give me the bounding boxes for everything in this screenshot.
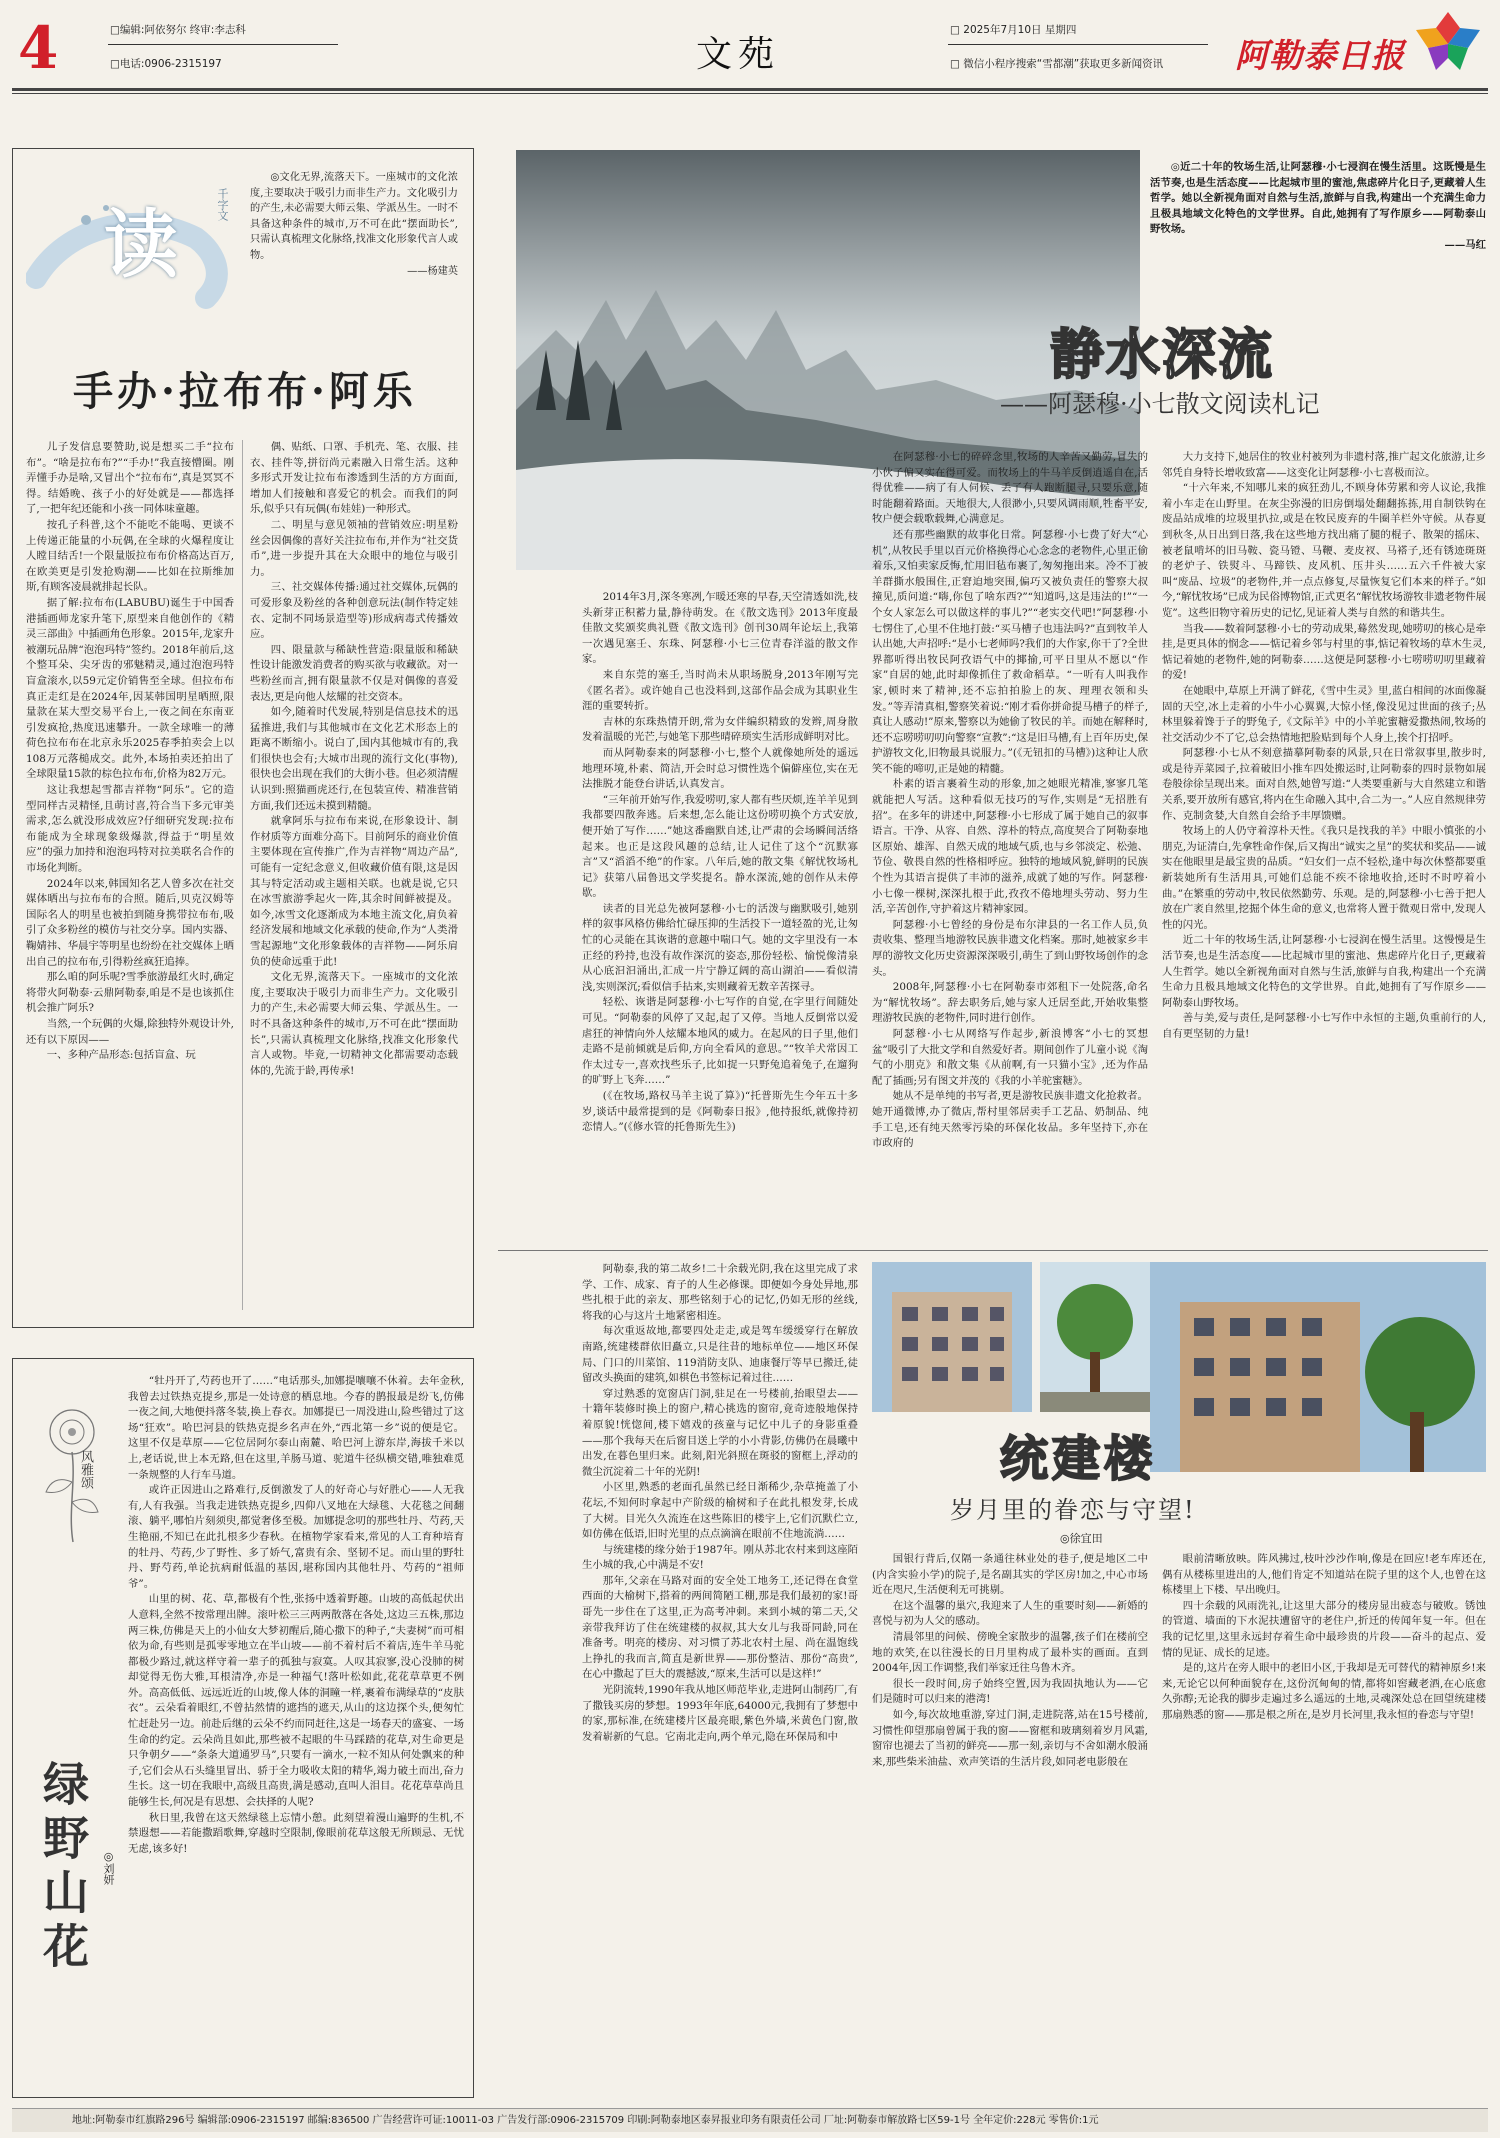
article1-intro-author: ——杨建英: [407, 265, 458, 277]
article4-subtitle: 岁月里的眷恋与守望!: [950, 1496, 1196, 1524]
article4-col1: 阿勒泰,我的第二故乡!二十余载光阴,我在这里完成了求学、工作、成家、育子的人生必修课。即便如今身处异地,那些扎根于此的亲友、那些铭刻于心的记忆,仍如无形的丝线,将我的心与这片土地紧密相连。 每次重返故地,都要四处走走,或是驾车缓缓穿行在解放南路,统建楼群依旧矗立,只是往昔的地标单位——地区环保局、门口的川菜馆、119消防支队、迪康餐厅等早已搬迁,徒留改头换面的建筑,如棋色书签标记着过往…… 穿过熟悉的宽窗店门洞,驻足在一号楼前,抬眼望去——十籍年装修时换上的窗户,精心挑选的窗帘,竟奇迹般地保持着原貌!恍惚间,楼下嬉戏的孩童与记忆中儿子的身影重叠——那个我每天在后窗目送上学的小小背影,仿佛仍在晨曦中出发,在暮色里归来。此刻,阳光斜照在斑驳的窗框上,浮动的微尘沉淀着二十年的光阴! 小区里,熟悉的老面孔虽然已经日渐稀少,杂草掩盖了小花坛,不知何时拿起中产阶级的榆树和子在此扎根发芽,长成了大树。目光久久流连在这些陈旧的楼宇上,它们沉默伫立,如仿佛在低语,旧时光里的点点滴滴在眼前不住地流淌…… 与统建楼的缘分始于1987年。刚从苏北农村来到这座陌生小城的我,心中满是不安! 那年,父亲在马路对面的安全处工地务工,还记得在食堂西面的大榆树下,搭着的两间简陋工棚,那是我们最初的家!哥哥先一步住在了这里,正为高考冲刺。来到小城的第二天,父亲带我拜访了住在统建楼的叔叔,其大女儿与我哥同龄,同在准备考。明亮的楼房、对习惯了苏北农村土屋、尚在温饱线上挣扎的我而言,简直是新世界——那份整洁、那份“高贵”,在心中撒起了巨大的震撼波,“原来,生活可以是这样!” 光阴流转,1990年我从地区师范毕业,走进阿山制药厂,有了撒钱买房的梦想。1993年年底,64000元,我拥有了梦想中的家,那标准,在统建楼片区最亮眼,紫色外墙,米黄色门窗,散发着崭新的气息。它南北走向,两个单元,隐在环保局和中: [582, 1263, 858, 1743]
paper-name: 阿勒泰日报: [1235, 36, 1405, 75]
peony-flower-icon: [28, 1372, 118, 1552]
page-number: 4: [18, 14, 59, 82]
article2-author: ◎刘妍: [102, 1850, 115, 1885]
article3-title: 静水深流: [1050, 322, 1274, 386]
article4-col3: 眼前清晰放映。阵风拂过,枝叶沙沙作响,像是在回应!老车库还在,偶有从楼栋里进出的人,他们肯定不知道站在院子里的这个人,也曾在这栋楼里上下楼、早出晚归。 四十余载的风雨洗礼,让这里大部分的楼房显出疲态与破败。锈蚀的管道、墙面的下水泥扶遭留守的老住户,折迁的传闻年复一年。但在我的记忆里,这里永远封存着生命中最珍贵的片段——奋斗的起点、爱情的见证、成长的足迹。 是的,这片在旁人眼中的老旧小区,于我却是无可替代的精神原乡!来来,无论它以何种面貌存在,这份沉甸甸的情,都将如窖藏老酒,在心底愈久弥醇;无论我的脚步走遍过多么遥远的土地,灵魂深处总在回望统建楼那扇熟悉的窗——那是根之所在,是岁月长河里,我永恒的眷恋与守望!: [1162, 1553, 1486, 1721]
street-tree-photo: [1040, 1262, 1150, 1412]
article2-title: 绿野山花: [36, 1760, 90, 1976]
section-title: 文苑: [696, 34, 781, 75]
wechat-tip: □ 微信小程序搜索“雪都潮”获取更多新闻资讯: [950, 58, 1164, 70]
article3-top-quote-author: ——马红: [1444, 238, 1486, 251]
article4-col2: 国银行背后,仅隔一条通往林业处的巷子,便是地区二中(内含实验小学)的院子,是名副其实的学区房!加之,中心市场近在咫尺,生活便利无可挑剔。 在这个温馨的巢穴,我迎来了人生的重要时刻——新婚的喜悦与初为人父的感动。 清晨邻里的问候、傍晚全家散步的温馨,孩子们在楼前空地的欢笑,在以往漫长的日月里构成了最朴实的画面。直到2004年,因工作调整,我们举家迁往乌鲁木齐。 很长一段时间,房子始终空置,因为我固执地认为——它们是随时可以归来的港湾! 如今,每次故地重游,穿过门洞,走进院落,站在15号楼前,习惯性仰望那扇曾属于我的窗——窗框和玻璃刻着岁月风霜,窗帘也褪去了当初的鲜亮——那一刻,亲切与不舍如潮水般涌来,那些柴米油盐、欢声笑语的生活片段,如同老电影般在: [872, 1553, 1148, 1768]
building-photo-1: [872, 1262, 1032, 1412]
article1-intro: ◎文化无界,流落天下。一座城市的文化浓度,主要取决于吸引力而非生产力。文化吸引力的产生,未必需要大师云集、学派丛生。一时不具备这种条件的城市,万不可在此“摆面助长”,只需认真梳理文化脉络,找准文化形象代言人或物。 ——杨建英: [250, 170, 458, 340]
article2-column-tag: 风雅颂: [78, 1450, 93, 1489]
article3-top-quote: ◎近二十年的牧场生活,让阿瑟穆·小七浸润在慢生活里。这既慢是生活节奏,也是生活态度——比起城市里的蜜池,焦虑碎片化日子,更藏着人生哲学。她以全新视角面对自然与生活,旅鲜与自我,构建出一个充满生命力且极具地域文化特色的文学世界。自此,她拥有了写作原乡——阿勒泰山野牧场。 ——马红: [1150, 160, 1486, 300]
paper-logo-icon: [1408, 8, 1488, 78]
article1-title: 手办·拉布布·阿乐: [73, 368, 417, 415]
footer-info: 地址:阿勒泰市红旗路296号 编辑部:0906-2315197 邮编:836500 广告经营许可证:10011-03 广告发行部:0906-2315709 印刷:阿勒泰地区泰昇报业印务有限责任公司 厂址:阿勒泰市解放路七区59-1号 全年定价:228元 零售价:1元: [12, 2108, 1488, 2132]
article2-body: “牡丹开了,芍药也开了……”电话那头,加娜提嚷嚷不休着。去年金秋,我曾去过铁热克提乡,那是一处诗意的栖息地。今春的鹊报最是纷飞,仿佛一夜之间,大地便抖落冬装,换上春衣。加娜提已一周没进山,险些错过了这场“狂欢”。哈巴河县的铁热克提乡名声在外,“西北第一乡”说的便是它。这里不仅是草原——它位居阿尔泰山南麓、哈巴河上游东岸,海拔千米以上,老话说,世上本无路,但在这里,羊肠马道、驼道牛径纵横交错,唯独难觅一条规整的人行车马道。 或许正因进山之路难行,反倒激发了人的好奇心与好胜心——人无我有,人有我强。当我走进铁热克提乡,四仰八叉地在大绿毯、大花毯之间翻滚、躺平,哪怕片刻须臾,都觉奢侈至极。加娜提念叨的那些牡丹、芍药,天生艳丽,不知已在此扎根多少春秋。在植物学家看来,常见的人工育种培育的牡丹、芍药,少了野性、多了娇气,富贵有余、坚韧不足。而山里的野牡丹、野芍药,单论抗病耐低温的基因,堪称国内其他牡丹、芍药的“祖师爷”。 山里的树、花、草,都极有个性,张扬中透着野趣。山坡的高低起伏出人意料,全然不按常理出牌。滚叶松三三两两散落在各处,这边三五株,那边两三株,仿佛是天上的小仙女大梦初醒后,随心撒下的种子,“夫妻树”而可相依为命,有些则是孤零零地立在半山坡——前不着村后不着店,连牛羊马驼都极少路过,就这样守着一辈子的孤独与寂寞。人叹其寂寥,没心没肺的树却觉得无伤大雅,耳根清净,亦是一种福气!落叶松如此,花花草草更不例外。高高低低、远远近近的山坡,像人体的洞瞳一样,裹着布满绿草的“皮肤衣”。云朵看着眼红,不曾拈然情的遮挡的遮天,从山的这边探个头,便匆忙忙赶赴另一边。前赴后继的云朵不约而同赶往,这是一场春天的盛宴、一场生命的约定。云朵尚且如此,那些被不起眼的牛马踩踏的花草,对生命更是只争朝夕——“条条大道通罗马”,只要有一滴水,一粒不知从何处飘来的种子,它们会从石头缝里冒出、骄于全力吸收太阳的精华,竭力破土而出,奋力生长。这一切在我眼中,高级且高贵,满是感动,直叫人泪目。花花草草尚且能够生长,何况是有思想、会扶择的人呢? 秋日里,我曾在这天然绿毯上忘情小憩。此刻望着漫山遍野的生机,不禁遐想——若能撒蹈歌舞,穿越时空限制,像眼前花草这般无所顾忌、无忧无虑,该多好!: [128, 1375, 464, 1855]
phone-line: □电话:0906-2315197: [110, 58, 222, 70]
article3-col3: 大力支持下,她居住的牧业村被列为非遗村落,推广起文化旅游,让乡邻凭自身特长增收致富——这变化让阿瑟穆·小七喜极而泣。 “十六年来,不知哪儿来的疯狂劲儿,不顾身体劳累和旁人议论,我推着小车走在山野里。在灰尘弥漫的旧房倒塌处翻翻拣拣,用自制铁钩在废品站成堆的垃圾里扒拉,或是在牧民废弃的牛圈羊栏外守候。从春夏到秋冬,从日出到日落,我在这些地方找出痛了腿的棍子、散架的摇床、被老鼠啃坏的旧马鞍、瓷马镫、马鞭、麦皮衩、马褡子,还有锈迹斑斑的老炉子、铁熨斗、马蹄铁、皮风机、压井头……五六千件被大家叫“废品、垃圾”的老物件,并一点点修复,尽量恢复它们本来的样子。”如今,“解忧牧场”已成为民俗博物馆,正式更名“解忧牧场游牧非遗老物件展览”。这些旧物守着历史的记忆,见证着人类与自然的和谐共生。 当我——数着阿瑟穆·小七的劳动成果,蓦然发现,她唠叨的核心是牵挂,是更具体的悯念——惦记着乡邻与村里的事,惦记着牧场的草木生灵,惦记着她的老物件,她的阿勒泰……这便是阿瑟穆·小七唠唠叨叨里藏着的爱! 在她眼中,草原上开满了鲜花,《雪中生灵》里,蓝白相间的冰面像凝固的天空,冰上走着的小牛小心翼翼,大惊小怪,像没见过世面的孩子;丛林里躲着馋于子的野兔子,《文际羊》中的小羊驼蜜糖爱撒热闹,牧场的社交活动少不了它,总会热情地把脸贴到每个人身上,挨个打招呼。 阿瑟穆·小七从不刻意描摹阿勒泰的风景,只在日常叙事里,散步时,或是待弄菜园子,拉着破旧小推车四处搬运时,让阿勒泰的四时景物如展卷般徐徐呈现出来。面对自然,她曾写道:“人类要重新与大自然建立和谐关系,要开放所有感官,将内在生命融入其中,合二为一。”人应自然规律劳作、克制贪婪,大自然自会给予丰厚馈赠。 牧场上的人仍守着淳朴天性。《我只是找我的羊》中眼小慎张的小朋克,为证清白,先拿牲命作保,后又掏出“诚实之星”的奖状和奖品——诚实在他眼里是最宝贵的品质。“妇女们一点不轻松,逢中每次休整都要重新装她所有生活用具,可她们总能不疾不徐地收拾,还时不时哼着小曲。”在繁重的劳动中,牧民依然勤劳、乐观。是的,阿瑟穆·小七善于把人放在广袤自然里,挖掘个体生命的意义,也常将人置于微观日常中,发现人性的闪光。 近二十年的牧场生活,让阿瑟穆·小七浸润在慢生活里。这慢慢是生活节奏,也是生活态度——比起城市里的蜜池、焦虑碎片化日子,更藏着人生哲学。她以全新视角面对自然与生活,旅鲜与自我,构建出一个充满生命力且极具地域文化特色的文学世界。自此,她拥有了写作原乡——阿勒泰山野牧场。 善与美,爱与责任,是阿瑟穆·小七写作中永恒的主题,负重前行的人,自有更坚韧的力量!: [1162, 451, 1486, 1040]
article1-column-sub: 千字文: [216, 188, 229, 221]
building-photo-2: [1150, 1262, 1486, 1472]
article1-col2: 偶、贴纸、口罩、手机壳、笔、衣服、挂衣、挂件等,拼衍尚元素融入日常生活。这种多形式开发让拉布布渗透到生活的方方面面,增加人们接触和喜爱它的机会。而我们的阿乐,似乎只有玩偶(布娃娃)一种形式。 二、明星与意见领袖的营销效应:明星粉丝会因偶像的喜好关注拉布布,并作为“社交货币”,进一步提升其在大众眼中的地位与吸引力。 三、社交媒体传播:通过社交媒体,玩偶的可爱形象及粉丝的各种创意玩法(制作特定娃衣、定制不同场景造型等)形成病毒式传播效应。 四、限量款与稀缺性营造:限量版和稀缺性设计能激发消费者的购买欲与收藏欲。对一些粉丝而言,拥有限量款不仅是对偶像的喜爱表达,更是向他人炫耀的社交资本。 如今,随着时代发展,特别是信息技术的迅猛推进,我们与其他城市在文化艺术形态上的距离不断缩小。说白了,国内其他城市有的,我们很快也会有;大城市出现的流行文化(事物),很快也会出现在我们的大街小巷。但必须清醒认识到:照猫画虎还行,在包装宣传、精准营销方面,我们还远未摸到精髓。 就拿阿乐与拉布布来说,在形象设计、制作材质等方面难分高下。目前阿乐的商业价值主要体现在宣传推广,作为吉祥物“周边产品”,可能有一定纪念意义,但收藏价值有限,这是因其与特定活动或主题相关联。也就是说,它只在冰雪旅游季起火一阵,其余时间鲜被提及。如今,冰雪文化逐渐成为本地主流文化,肩负着经济发展和地域文化承载的使命,作为“人类滑雪起源地”文化形象载体的吉祥物——阿乐肩负的使命远重于此! 文化无界,流落天下。一座城市的文化浓度,主要取决于吸引力而非生产力。文化吸引力的产生,未必需要大师云集、学派丛生。一时不具备这种条件的城市,万不可在此“摆面助长”,只需认真梳理文化脉络,找准文化形象代言人或物。毕竟,一切精神文化都需要动态载体的,先流于龄,再传承!: [250, 441, 458, 1077]
article3-col1: 2014年3月,深冬寒冽,乍暖还寒的早春,天空清透如洗,枝头新芽正积蓄力量,静待萌发。在《散文选刊》2013年度最佳散文奖颁奖典礼暨《散文选刊》创刊30周年论坛上,我第一次遇见塞壬、东珠、阿瑟穆·小七三位青春洋溢的散文作家。 来自东莞的塞壬,当时尚未从职场脱身,2013年刚写完《匿名者》。或许她自己也没料到,这部作品会成为其职业生涯的重要转折。 吉林的东珠热情开朗,常为女伴编织精致的发辫,周身散发着温暖的光芒,与她笔下那些晴碎琐实生活形成鲜明对比。 而从阿勒泰来的阿瑟穆·小七,整个人就像她所处的遥远地理环境,朴素、简洁,开会时总习惯性选个偏僻座位,实在无法推脱才能登台讲话,认真发言。 “三年前开始写作,我爱唠叨,家人都有些厌烦,连羊羊见到我都要四散奔逃。后来想,怎么能让这份唠叨换个方式安放,便开始了写作……”她这番幽默自述,让严肃的会场瞬间活络起来。也正是这段风趣的总结,让人记住了这个“沉默寡言”又“滔滔不绝”的作家。八年后,她的散文集《解忧牧场札记》获第八届鲁迅文学奖提名。静水深流,她的创作从未停歇。 读者的目光总先被阿瑟穆·小七的活泼与幽默吸引,她别样的叙事风格仿佛给忙碌压抑的生活投下一道轻盈的光,让匆忙的心灵能在其诙谐的意趣中喘口气。她的文字里没有一本正经的矜持,也没有故作深沉的姿态,那份轻松、愉悦像清泉从心底汩汩涌出,汇成一片宁静辽阔的高山湖泊——看似清浅,实则深沉;看似信手拈来,实则藏着无数辛苦探寻。 轻松、诙谐是阿瑟穆·小七写作的自觉,在字里行间随处可见。“阿勒泰的风停了又起,起了又停。当地人反倒常以爱虐狂的神情向外人炫耀本地风的威力。在起风的日子里,他们走路不是前倾就是后仰,方向全看风的意思。”“牧羊犬常因工作太过专一,喜欢找些乐子,比如捉一只野兔追着兔子,在遛狗的旷野上飞奔……” (《在牧场,路权马羊主说了算》)“托普斯先生今年五十多岁,谈话中最常提到的是《阿勒泰日报》,他持报纸,就像持初恋情人。”(《修水管的托鲁斯先生》): [582, 591, 858, 1134]
article3-subtitle: ——阿瑟穆·小七散文阅读札记: [1000, 390, 1320, 418]
article1-col1: 儿子发信息要赞助,说是想买二手“拉布布”。“啥是拉布布?”“手办!”我直接懵圈。刚弄懂手办是啥,又冒出个“拉布布”,真是冥冥不得。结婚晚、孩子小的好处就是——都选择了,一把年纪还能和小孩一同体味童趣。 按孔子科普,这个不能吃不能喝、更谈不上传递正能量的小玩偶,在全球的火爆程度让人瞠目结舌!一个限量版拉布布价格高达百万,在欧美更是引发抢购潮——比如在拉斯维加斯,有顾客凌晨就排起长队。 据了解:拉布布(LABUBU)诞生于中国香港插画师龙家升笔下,原型来自他创作的《精灵三部曲》中插画角色形象。2015年,龙家升被潮玩品牌“泡泡玛特”签约。2018年前后,这个整耳朵、尖牙齿的邪魅精灵,通过泡泡玛特盲盒滚水,以59元定价销售至全球。但拉布布真正走红是在2024年,因某韩国明星晒照,限量款在某大型交易平台上,一夜之间在东南亚引发疯抢,热度迅速攀升。一款全球唯一的薄荷色拉布布在北京永乐2025春季拍卖会上以108万元落槌成交。此外,本场拍卖还拍出了全球限量15款的棕色拉布布,价格为82万元。 这让我想起雪都吉祥物“阿乐”。它的造型同样古灵精怪,且萌讨喜,符合当下多元审美需求,怎么就没形成效应?仔细研究发现:拉布布能成为全球现象级爆款,得益于“明星效应”的强力加持和泡泡玛特对拉美联名合作的市场化判断。 2024年以来,韩国知名艺人曾多次在社交媒体晒出与拉布布的合照。随后,贝克汉姆等国际名人的明星也被拍到随身携带拉布布,吸引了众多粉丝的模仿与社交分享。国内实器、鞠婧祎、华晨宇等明星也纷纷在社交媒体上晒出自己的拉布布,引得粉丝疯狂追捧。 那么咱的阿乐呢?雪季旅游最红火时,确定将带火阿勒泰·云鼎阿勒泰,咱是不是也该抓住机会推广阿乐? 当然,一个玩偶的火爆,除独特外观设计外,还有以下原因—— 一、多种产品形态:包括盲盒、玩: [26, 441, 234, 1062]
article1-column-head: [26, 168, 242, 338]
article1-column-tag: 读: [104, 202, 178, 288]
editor-line: □编辑:阿依努尔 终审:李志科: [110, 24, 246, 36]
article4-author: ◎徐宜田: [1060, 1532, 1103, 1545]
article4-title: 统建楼: [1000, 1431, 1157, 1487]
article3-col2: 在阿瑟穆·小七的碎碎念里,牧场的人辛苦又勤劳,冒失的小伙子偏又实在得可爱。而牧场上的牛马羊反倒逍遥自在,活得优雅——病了有人伺候、丢了有人跑断腿寻,只要乐意,随时能翻着路面。天地很大,人很渺小,只要风调雨顺,牲畜平安,牧户便会载歌载舞,心满意足。 还有那些幽默的故事化日常。阿瑟穆·小七费了好大“心机”,从牧民手里以百元价格换得心心念念的老物件,心里正偷着乐,又怕卖家反悔,忙用旧毡布裹了,匆匆拖出来。冷不丁被羊群撕水般围住,正窘迫地突围,偏巧又被负责任的警察大叔撞见,质问道:“嗨,你包了啥东西?”“知道吗,这是违法的!”“一个女人家怎么可以做这样的事儿?”“老实交代吧!”阿瑟穆·小七愣住了,心里不住地打鼓:“买马槽子也违法吗?”直到牧羊人认出她,大声招呼:“是小七老师吗?我们的大作家,你干了?全世界都听得出牧民阿孜语气中的揶揄,可平日里从不愿以“作家”自居的她,此时却像抓住了救命稻草。“一听有人叫我作家,顿时来了精神,还不忘拍拍脸上的灰、理理衣领和头发。”等弄清真相,警察笑着说:“刚才看你拼命提马槽子的样子,真让人感动!”原来,警察以为她偷了牧民的羊。而她在解释时,还不忘唠唠叨叨向警察“宣教”:“这是旧马槽,有上百年历史,保护游牧文化,旧物最具说服力。”(《无钮扣的马槽》)这种让人欣笑不能的啼叨,正是她的精髓。 朴素的语言裹着生动的形象,加之她眼光精准,寥寥几笔就能把人写活。这种看似无技巧的写作,实则是“无招胜有招”。在多年的讲述中,阿瑟穆·小七形成了属于她自己的叙事语言。干净、从容、自然、淳朴的特点,高度契合了阿勒泰地区原始、雄浑、自然天成的地域气质,也与乡邻淡定、松弛、节俭、敬畏自然的性格相呼应。独特的地域风貌,鲜明的民族个性为其语言提供了丰沛的滋养,成就了她的写作。阿瑟穆·小七像一棵树,深深扎根于此,孜孜不倦地埋头劳动、努力生活,辛苦创作,守护着这片精神家园。 阿瑟穆·小七曾经的身份是布尔津县的一名工作人员,负责收集、整理当地游牧民族非遗文化档案。那时,她被家乡丰厚的游牧文化历史资源深深吸引,萌生了到山野牧场创作的念头。 2008年,阿瑟穆·小七在阿勒泰市郊租下一处院落,命名为“解忧牧场”。辞去职务后,她与家人迁居至此,开始收集整理游牧民族的老物件,同时进行创作。 阿瑟穆·小七从网络写作起步,新浪博客“小七的冥想盆”吸引了大批文学和自然爱好者。期间创作了儿童小说《淘气的小朋克》和散文集《从前啊,有一只猫小宝》,还为作品配了插画;另有图文并茂的《我的小羊驼蜜糖》。 她从不是单纯的书写者,更是游牧民族非遗文化抢救者。她开通微博,办了微店,帮村里邻居卖手工艺品、奶制品、纯手工皂,还有纯天然零污染的环保化妆品。多年坚持下,亦在市政府的: [872, 451, 1148, 1150]
date-line: □ 2025年7月10日 星期四: [950, 24, 1077, 36]
